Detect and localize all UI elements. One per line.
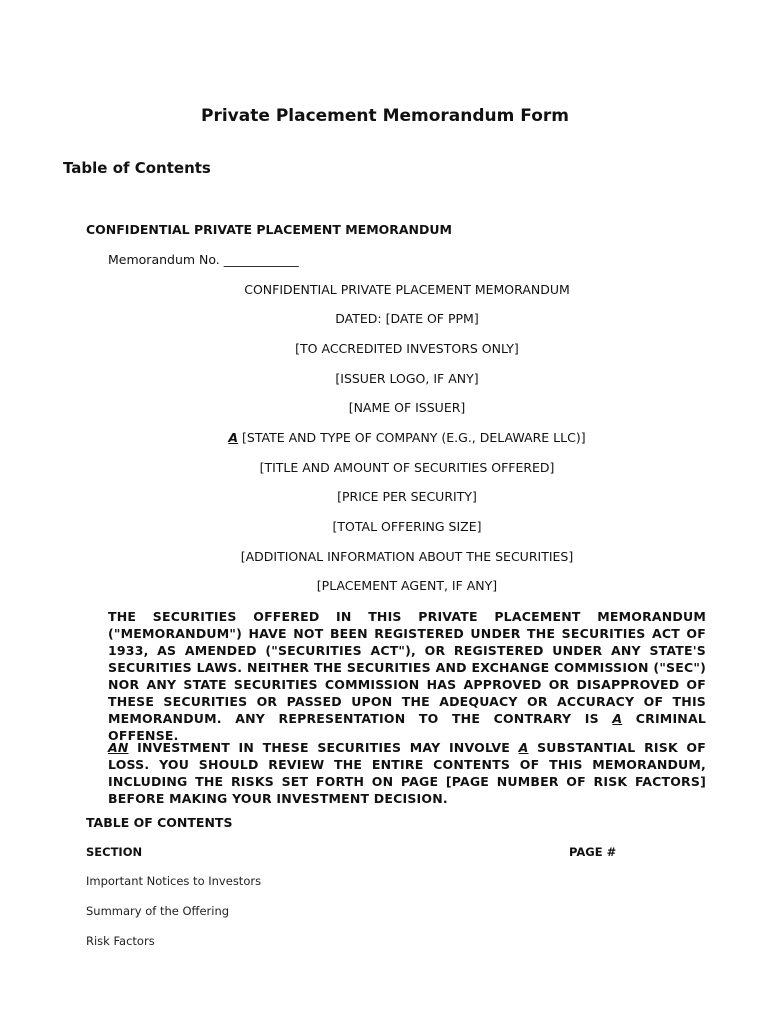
emphasis-a: A bbox=[518, 740, 529, 755]
cover-line-price: [PRICE PER SECURITY] bbox=[337, 489, 477, 504]
cover-line-title: CONFIDENTIAL PRIVATE PLACEMENT MEMORANDUM bbox=[244, 282, 570, 297]
cover-line-additional-info: [ADDITIONAL INFORMATION ABOUT THE SECURITIES] bbox=[240, 549, 574, 564]
section-heading: CONFIDENTIAL PRIVATE PLACEMENT MEMORANDUM bbox=[86, 222, 452, 237]
cover-line-offering-size: [TOTAL OFFERING SIZE] bbox=[332, 519, 482, 534]
emphasis-an: AN bbox=[108, 740, 129, 755]
cover-line-investors: [TO ACCREDITED INVESTORS ONLY] bbox=[295, 341, 519, 356]
memorandum-number: Memorandum No. ____________ bbox=[108, 252, 299, 267]
risk-notice: AN INVESTMENT IN THESE SECURITIES MAY INVOLVE A SUBSTANTIAL RISK OF LOSS. YOU SHOULD REVIEW THE ENTIRE CONTENTS OF THIS MEMORANDUM, INCLUDING THE RISKS SET FORTH ON PAGE [PAGE NUMBER OF RISK FACTORS] BEFORE MAKING YOUR INVESTMENT DECISION. bbox=[108, 740, 706, 806]
cover-line-securities: [TITLE AND AMOUNT OF SECURITIES OFFERED] bbox=[259, 460, 555, 475]
cover-line-dated: DATED: [DATE OF PPM] bbox=[335, 311, 479, 326]
company-type-text: [STATE AND TYPE OF COMPANY (E.G., DELAWARE LLC)] bbox=[238, 430, 586, 445]
table-of-contents-heading: Table of Contents bbox=[63, 159, 211, 177]
toc-item-summary: Summary of the Offering bbox=[86, 904, 230, 918]
emphasis-a: A bbox=[612, 711, 623, 726]
toc-column-section: SECTION bbox=[86, 845, 143, 859]
toc-item-risk-factors: Risk Factors bbox=[86, 934, 155, 948]
toc-subheading: TABLE OF CONTENTS bbox=[86, 815, 233, 830]
securities-disclaimer: THE SECURITIES OFFERED IN THIS PRIVATE PLACEMENT MEMORANDUM ("MEMORANDUM") HAVE NOT BEEN REGISTERED UNDER THE SECURITIES ACT OF 1933, AS AMENDED ("SECURITIES ACT"), OR REGISTERED UNDER ANY STATE'S SECURITIES LAWS. NEITHER THE SECURITIES AND EXCHANGE COMMISSION ("SEC") NOR ANY STATE SECURITIES COMMISSION HAS APPROVED OR DISAPPROVED OF THESE SECURITIES OR PASSED UPON THE ADEQUACY OR ACCURACY OF THIS MEMORANDUM. ANY REPRESENTATION TO THE CONTRARY IS A CRIMINAL OFFENSE. bbox=[108, 609, 706, 743]
emphasis-a: A bbox=[228, 430, 239, 445]
cover-line-company-type bbox=[108, 430, 706, 446]
cover-line-issuer: [NAME OF ISSUER] bbox=[348, 400, 466, 415]
cover-line-placement-agent: [PLACEMENT AGENT, IF ANY] bbox=[316, 578, 498, 593]
document-title: Private Placement Memorandum Form bbox=[201, 106, 569, 126]
cover-line-logo: [ISSUER LOGO, IF ANY] bbox=[335, 371, 479, 386]
toc-column-page: PAGE # bbox=[569, 845, 617, 859]
toc-item-important-notices: Important Notices to Investors bbox=[86, 874, 262, 888]
